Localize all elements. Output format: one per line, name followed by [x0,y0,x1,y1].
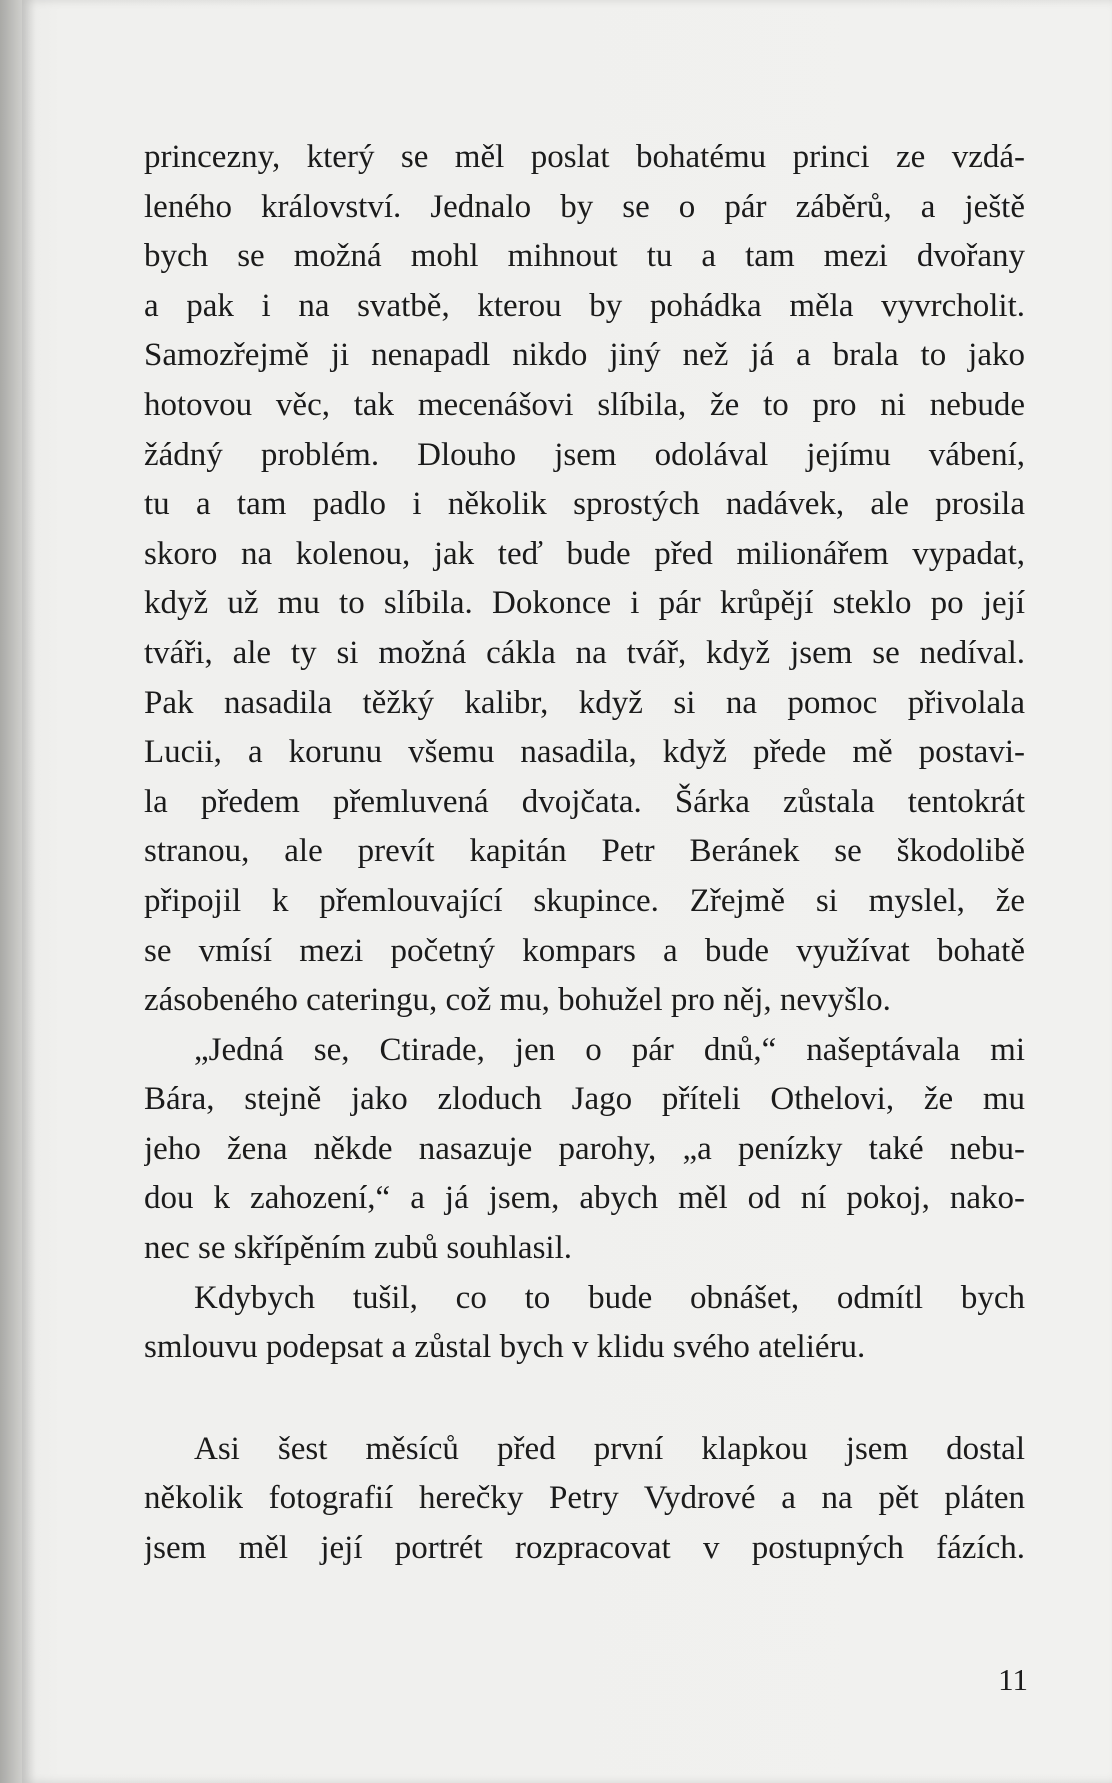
paragraph-3 [144,1274,1025,1373]
text-line: bych se možná mohl mihnout tu a tam mezi dvořany [144,238,1025,275]
text-line: když už mu to slíbila. Dokonce i pár krůpějí steklo po její [144,585,1025,622]
text-line: stranou, ale prevít kapitán Petr Beránek se škodolibě [144,833,1025,870]
page-number: 11 [998,1662,1028,1697]
text-line: Samozřejmě ji nenapadl nikdo jiný než já a brala to jako [144,337,1025,374]
text-line: zásobeného cateringu, což mu, bohužel pro něj, nevyšlo. [144,982,891,1019]
paragraph-1 [144,133,1025,1026]
book-page [22,0,1112,1783]
text-line: leného království. Jednalo by se o pár záběrů, a ještě [144,188,1025,225]
text-line: Lucii, a korunu všemu nasadila, když přede mě postavi- [144,734,1025,771]
book-spine-shadow [0,0,22,1783]
text-line: několik fotografií herečky Petry Vydrové a na pět pláten [144,1480,1025,1517]
body-text [144,133,1025,1574]
text-line: Pak nasadila těžký kalibr, když si na pomoc přivolala [144,684,1025,721]
text-line: princezny, který se měl poslat bohatému princi ze vzdá- [144,139,1025,175]
paragraph-4 [144,1425,1025,1574]
text-line: Bára, stejně jako zloduch Jago příteli Othelovi, že mu [144,1081,1025,1118]
text-line: skoro na kolenou, jak teď bude před milionářem vypadat, [144,535,1025,572]
text-line: žádný problém. Dlouho jsem odolával jejímu vábení, [144,436,1025,473]
text-line: jsem měl její portrét rozpracovat v postupných fázích. [144,1530,1025,1567]
text-line: se vmísí mezi početný kompars a bude využívat bohatě [144,932,1025,969]
paragraph-2 [144,1026,1025,1274]
text-line: hotovou věc, tak mecenášovi slíbila, že to pro ni nebude [144,386,1025,423]
text-line: tu a tam padlo i několik sprostých nadávek, ale prosila [144,486,1025,523]
text-line: jeho žena někde nasazuje parohy, „a penízky také nebu- [144,1130,1025,1167]
text-line: „Jedná se, Ctirade, jen o pár dnů,“ našeptávala mi [194,1031,1025,1068]
text-line: tváři, ale ty si možná cákla na tvář, když jsem se nedíval. [144,634,1025,671]
section-break [144,1373,1025,1425]
text-line: smlouvu podepsat a zůstal bych v klidu svého ateliéru. [144,1329,866,1366]
text-line: dou k zahození,“ a já jsem, abych měl od ní pokoj, nako- [144,1180,1025,1217]
text-line: la předem přemluvená dvojčata. Šárka zůstala tentokrát [144,783,1025,820]
text-line: připojil k přemlouvající skupince. Zřejmě si myslel, že [144,882,1025,919]
text-line: nec se skřípěním zubů souhlasil. [144,1230,573,1267]
text-line: a pak i na svatbě, kterou by pohádka měla vyvrcholit. [144,287,1025,324]
text-line: Kdybych tušil, co to bude obnášet, odmítl bych [194,1279,1025,1316]
text-line: Asi šest měsíců před první klapkou jsem dostal [194,1430,1025,1467]
